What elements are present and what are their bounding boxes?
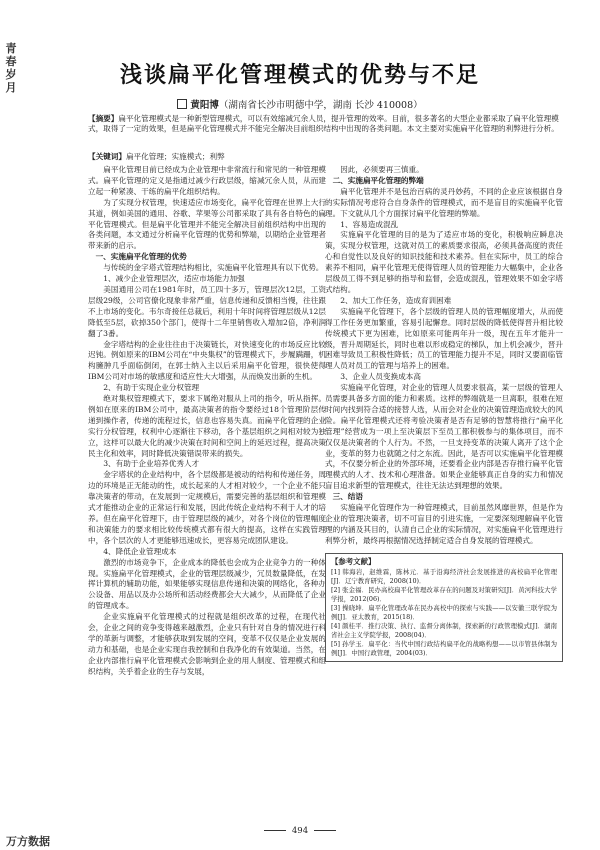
paragraph: 为了实现分权管理，快速适应市场变化，扁平化管理在世界上大行其道，例如美国的通用、谷歌、苹果等公司都采取了具有各自特色的扁平化管理模式。但是扁平化管理并不能完全解决目前组织结构中出现的各类问题，本文通过分析扁平化管理的优势和弊端，以期给企业管理者带来新的启示。: [88, 197, 326, 251]
section-side-tab: 青春岁月: [5, 42, 17, 94]
reference-item: [5] 孙学玉．扁平化：当代中国行政结构扁平化的战略构想——以市管县体制为例[J]．中国行政管理，2004(03)．: [331, 639, 557, 657]
author-box-icon: [177, 99, 187, 109]
keywords: [88, 152, 566, 162]
paragraph: 激烈的市场竞争下，企业成本的降低也会成为企业竞争力的一种体现。实施扁平化管理模式，企业的管理层级减少，冗员数量降低，在发挥计算机的辅助功能，如果能够实现信息传递和决策的网络化，各种办公设备、用品以及办公场所和活动经费都会大大减少，从而降低了企业的管理成本。: [88, 557, 326, 611]
author-affiliation: （湖南省长沙市明德中学，湖南 长沙 410008）: [218, 100, 423, 111]
paragraph: 企业实施扁平化管理模式的过程就是组织改革的过程，在现代社会，企业之间的竞争变得越来越激烈，企业只有针对自身的情况进行科学的革新与调整，才能够获取到发展的空间，变革不仅仅是企业发展的动力和基础，也是企业实现自我控制和自我净化的有效渠道。当然，在企业内部推行扁平化管理模式会影响到企业的用人制度、管理模式和组织结构，关乎着企业的生存与发展，: [88, 612, 326, 676]
author-line: [0, 97, 600, 111]
references-list: [331, 568, 557, 658]
abstract-text: 扁平化管理模式是一种新型管理模式，可以有效缩减冗余人员，提升管理的效率。目前，很多著名的大型企业都采取了扁平化管理模式，取得了一定的效果，但是扁平化管理模式并不能完全解决目前组织结构中出现的各类问题。本文主要对实施扁平化管理的利弊进行分析。: [88, 114, 559, 134]
paragraph: 实施扁平化管理作为一种管理模式，目前虽然风靡世界，但是作为企业的管理决策者，切不可盲目的引进实施，一定要深刻理解扁平化管理的内涵及其目的，认清自己企业的实际情况，对实施扁平化管理进行利弊分析，最终再根据情况选择制定适合自身发展的管理模式。: [325, 503, 563, 545]
section-heading: 2、有助于实现企业分权管理: [103, 383, 200, 393]
abstract: [88, 114, 566, 135]
paragraph: 扁平化管理并不是包治百病的灵丹妙药，不同的企业应该根据自身的实际情况考虑符合自身条件的管理模式，而不是盲目的实施扁平化管理。下文就从几个方面探讨扁平化管理的弊端。: [325, 186, 563, 218]
section-heading: 一、实施扁平化管理的优势: [95, 252, 187, 262]
section-heading: 2、加大工作任务，造成育训困难: [340, 295, 452, 305]
right-column-body: [325, 165, 563, 547]
paragraph: 绝对集权管理模式下，要求下属绝对服从上司的指令，听从指挥。例如在原来的IBM公司中，最高决策者的指令要经过18个管理阶层传递到操作者，传递的流程过长，信息也容易失真。而扁平化管理的企业实行分权管理，权利中心逐渐往下移动，各个基层组织之间相对较为独立，这样可以最大化的减少决策在时间和空间上的延迟过程，提高决策民主化和效率，同时降低决策错误带来的损失。: [88, 394, 326, 458]
paragraph: 扁平化管理目前已经成为企业管理中非常流行和常见的一种管理模式。扁平化管理的定义是指通过减少行政层级，缩减冗余人员，从而建立起一种紧凑、干练的扁平化组织结构。: [88, 165, 326, 196]
references-title: 【参考文献】: [331, 556, 376, 566]
paragraph: 实施扁平化管理，对企业的管理人员要求很高，某一层级的管理人员需要具备多方面的能力和素质。这样的弊端就是一旦离职，很难在短时间内找到符合适的接替人选，从而会对企业的决策管理造成较大的风险。扁平化管理模式还将考验决策者是否有足够的智慧将推行“扁平化管理”经营成为一项上至决策层下至员工都积极参与的集体项目，而不仅仅是决策者的个人行为。不然，一旦支持变革的决策人离开了这个企业，变革的努力也就随之付之东流。因此，是否可以实施扁平化管理模式，不仅要分析企业的外部环境，还要看企业内部是否存推行扁平化管理模式的人才、技术和心理准备。如果企业能够真正自身的实力和情况盲目追求新型的管理模式，往往无法达到理想的效果。: [325, 383, 563, 491]
right-column: [325, 165, 563, 805]
references-box: [325, 553, 563, 662]
paragraph: 实施扁平化管理下，各个层级的管理人员的管理幅度增大，从而使得工作任务更加繁重，容易引起懈怠。同时层级的降低使得晋升相比较传统模式下更为困难，比如原来可能两年升一级，现在五年才能升一级，晋升周期延长，同时也难以形成稳定的梯队，加上机会减少，晋升困难导致员工积极性降低；员工的管理能力提升不足，同时又要面临管理人员对员工的管理与培养上的困难。: [325, 306, 563, 371]
page-number: 494: [0, 826, 600, 836]
keywords-label: 【关键词】: [88, 152, 126, 161]
section-heading: 3、有助于企业培养优秀人才: [103, 459, 200, 469]
keywords-text: 扁平化管理；实施模式；利弊: [125, 152, 225, 161]
paragraph: 美国通用公司在1981年时，员工四十多万，管理层次12层，工资层级29级，公司官僚化现象非常严重，信息传递和反馈相当慢，往往跟不上市场的变化。韦尔奇接任总裁后，利用十年时间将管理层级从12层降低至5层，砍掉350个部门，使得十二年里销售收入增加2倍，净利润翻了3番。: [88, 284, 326, 338]
paragraph: 实施扁平化管理的目的是为了适应市场的变化，积极响应瞬息决策，实现分权管理，这就对员工的素质要求很高，必须具备高度的责任心和自觉性以及良好的知识技能和技术素养。但在实际中，员工的综合素养不相同，扁平化管理无使得管理人员的管理能力大幅集中，企业各层级员工得不到足够的指导和监督，会造成混乱，管理效果不如金字塔式结构。: [325, 230, 563, 294]
author-name: 黄阳博: [190, 100, 219, 111]
article-title: 浅谈扁平化管理模式的优势与不足: [119, 63, 480, 88]
abstract-label: 【摘要】: [88, 114, 119, 123]
section-heading: 1、容易造成混乱: [340, 219, 399, 229]
section-heading: 二、实施扁平化管理的弊端: [332, 175, 424, 185]
reference-item: [4] 颜桂平．推行决策、执行、监督分离体制，探索新的行政管理模式[J]．湖南省社会主义学院学报，2008(04)．: [331, 621, 557, 639]
footer-brand: 万方数据: [6, 835, 50, 848]
reference-item: [3] 操晓坤．扁平化管理改革在民办高校中的探索与实践——以安徽三联学院为例[J]．亚太教育，2015(18)．: [331, 603, 557, 621]
section-heading: 1、减少企业管理层次，适应市场能力加强: [103, 274, 245, 284]
reference-item: [1] 韩海岩，赵维霖，陈林元．基于沿海经济社会发展推进的高校扁平化管理[J]．辽宁教育研究，2008(10)．: [331, 567, 557, 585]
paragraph: 金字塔状的企业结构中，各个层级都是被动的结构和传递任务，周边的环境是正无能动的性，成长起来的人才相对较少，一个企业不能只靠决策者的带动，在发展到一定规模后，需要完善的基层组织和管理模式才能推动企业的正常运行和发展，因此传统企业结构不利于人才的培养。但在扁平化管理下，由于管理层级的减少，对各个岗位的管理幅度和决策能力的要求相比较传统模式都有很大的提高，这样在实践管理中，各个层次的人才更能够迅速成长，更容易完成团队建设。: [88, 470, 326, 545]
paragraph: 金字塔结构的企业往往由于决策链长，对快速变化的市场反应比较迟钝。例如原来的IBM公司在“中央集权”的管理模式下，步履蹒跚，机构臃肿几乎面临倒闭，在郭士纳入主以后采用扁平化管理，很快使得IBM公司对市场的敏感度和适应性大大增强，从而焕发出新的生机。: [88, 339, 326, 382]
paragraph: 与传统的金字塔式管理结构相比，实施扁平化管理具有以下优势。: [103, 263, 324, 273]
left-column: [88, 165, 326, 805]
section-heading: 4、降低企业管理成本: [103, 546, 177, 556]
paragraph: 因此，必须要再三慎重。: [340, 165, 424, 174]
section-heading: 3、企业人员变换成本高: [340, 372, 421, 382]
reference-item: [2] 张金福．民办高校扁平化管理改革存在的问题及对策研究[J]．黄河科技大学学报，2012(06)．: [331, 585, 557, 603]
section-heading: 三、结语: [332, 492, 363, 502]
